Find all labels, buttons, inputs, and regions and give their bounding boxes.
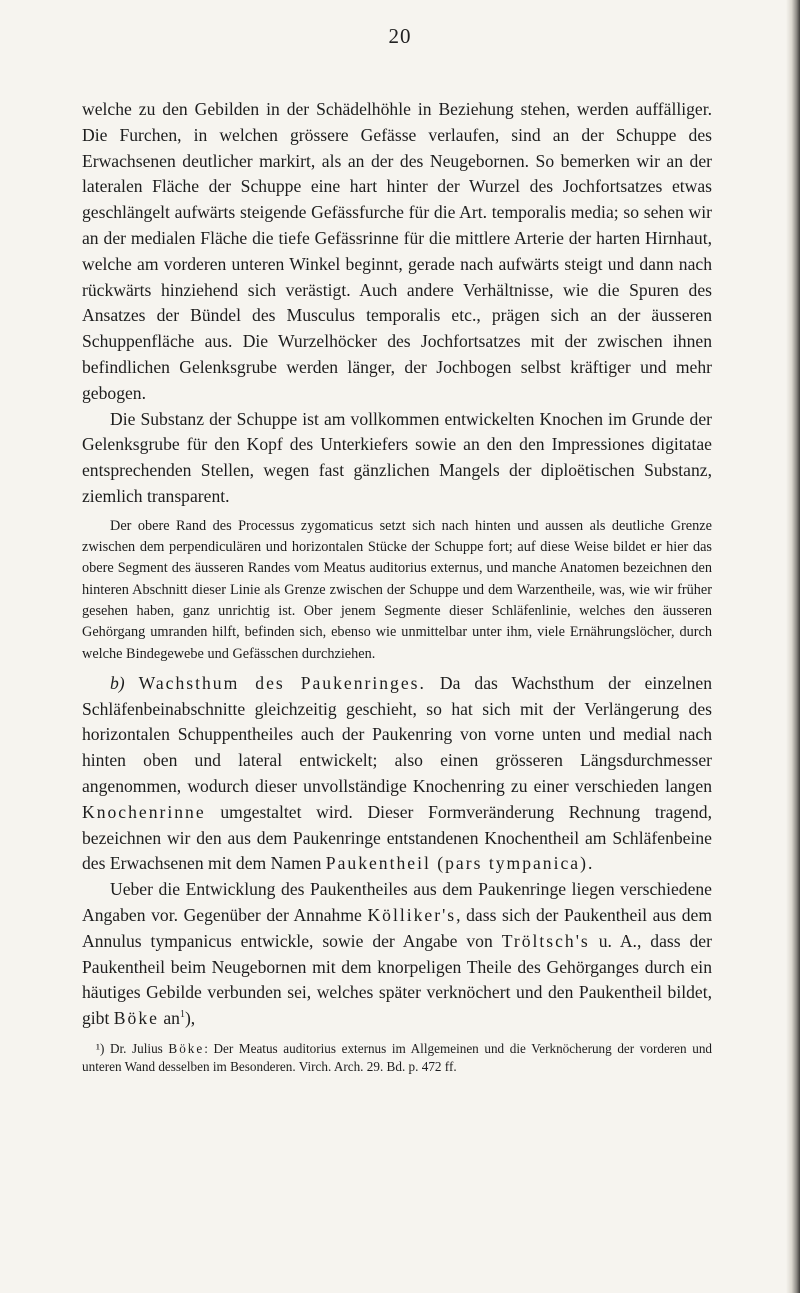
last-text-2: , dass sich der Paukentheil aus dem Annulus tympanicus entwickle, sowie der Angabe von	[82, 905, 713, 951]
body-text	[82, 97, 712, 1077]
last-text-5: ),	[184, 1008, 196, 1029]
page-number: 20	[388, 24, 412, 48]
section-b-term-2: Paukentheil (pars tympanica)	[325, 853, 588, 874]
footnote-author-prefix: Dr. Julius	[109, 1040, 163, 1056]
last-text-1: Ueber die Entwicklung des Paukentheiles aus dem Paukenringe liegen verschiedene Angaben vor. Gegenüber der Annahme	[82, 879, 712, 925]
footnote-author-name: Böke	[168, 1040, 205, 1056]
section-b-text-1: Da das Wachsthum der einzelnen Schläfenbeinabschnitte gleichzeitig geschieht, so hat sich mit der Verlängerung des horizontalen Schuppentheiles auch der Paukenring von vorne unten und medial nach hinten oben und lateral entwickelt; also einen grösseren Längsdurchmesser angenommen, wodurch dieser unvollständige Knochenring zu einer verschieden langen	[82, 672, 713, 797]
footnote-reference: 1	[179, 1009, 185, 1021]
paragraph-1: welche zu den Gebilden in der Schädelhöhle in Beziehung stehen, werden auffälliger. Die Furchen, in welchen grössere Gefässe verlaufen, sind an der Schuppe des Erwachsenen deutlicher markirt, als an der des Neugebornen. So bemerken wir an der lateralen Fläche der Schuppe eine hart hinter der Wurzel des Jochfortsatzes etwas geschlängelt aufwärts steigende Gefässfurche für die Art. temporalis media; so sehen wir an der medialen Fläche die tiefe Gefässrinne für die mittlere Arterie der harten Hirnhaut, welche am vorderen unteren Winkel beginnt, gerade nach aufwärts steigt und dann nach rückwärts hinziehend sich verästigt. Auch andere Verhältnisse, wie die Spuren des Ansatzes der Bündel des Musculus temporalis etc., prägen sich an der äusseren Schuppenfläche aus. Die Wurzelhöcker des Jochfortsatzes mit der zwischen ihnen befindlichen Gelenksgrube werden länger, der Jochbogen selbst kräftiger und mehr gebogen.	[82, 99, 712, 403]
section-b-text-3: .	[587, 853, 593, 874]
small-print-paragraph: Der obere Rand des Processus zygomaticus setzt sich nach hinten und aussen als deutliche Grenze zwischen dem perpendiculären und horizontalen Stücke der Schuppe fort; auf diese Weise bildet er hier das obere Segment des äusseren Randes vom Meatus auditorius externus, und manche Anatomen bezeichnen den hinteren Abschnitt dieser Linie als Grenze zwischen der Schuppe und dem Warzentheile, was, wie wir früher gesehen haben, ganz unrichtig ist. Ober jenem Segmente dieser Schläfenlinie, welches den äusseren Gehörgang umranden hilft, befinden sich, ebenso wie unmittelbar unter ihm, viele Ernährungslöcher, durch welche Bindegewebe und Gefässchen durchziehen.	[82, 517, 712, 662]
last-paragraph	[82, 877, 712, 1032]
footnote	[82, 1040, 712, 1077]
last-text-4: an	[163, 1008, 180, 1029]
section-b-term-1: Knochenrinne	[82, 801, 206, 822]
page-edge-shadow	[786, 0, 800, 1293]
section-b-paragraph	[82, 671, 712, 877]
author-koelliker: Kölliker's	[367, 905, 457, 925]
footnote-text: : Der Meatus auditorius externus im Allgemeinen und die Verknöcherung der vorderen und unteren Wand desselben im Besonderen. Virch. Arch. 29. Bd. p. 472 ff.	[82, 1040, 713, 1075]
section-b-heading: Wachsthum des Paukenringes.	[138, 672, 426, 693]
author-boeke: Böke	[113, 1008, 159, 1029]
section-b-text-2: umgestaltet wird. Dieser Formveränderung Rechnung tragend, bezeichnen wir den aus dem Paukenringe entstandenen Knochentheil am Schläfenbeine des Erwachsenen mit dem Namen	[82, 801, 712, 874]
last-text-3: u. A., dass der Paukentheil beim Neugebornen mit dem knorpeligen Theile des Gehörganges durch ein häutiges Gebilde verbunden sei, welches später verknöchert und den Paukentheil bildet, gibt	[82, 930, 712, 1029]
paragraph-2: Die Substanz der Schuppe ist am vollkommen entwickelten Knochen im Grunde der Gelenksgrube für den Kopf des Unterkiefers sowie an den den Impressiones digitatae entsprechenden Stellen, wegen fast gänzlichen Mangels der diploëtischen Substanz, ziemlich transparent.	[82, 408, 712, 506]
author-troeltsch: Tröltsch's	[501, 930, 590, 951]
footnote-marker: ¹)	[96, 1040, 105, 1056]
section-b-label: b)	[110, 672, 125, 693]
